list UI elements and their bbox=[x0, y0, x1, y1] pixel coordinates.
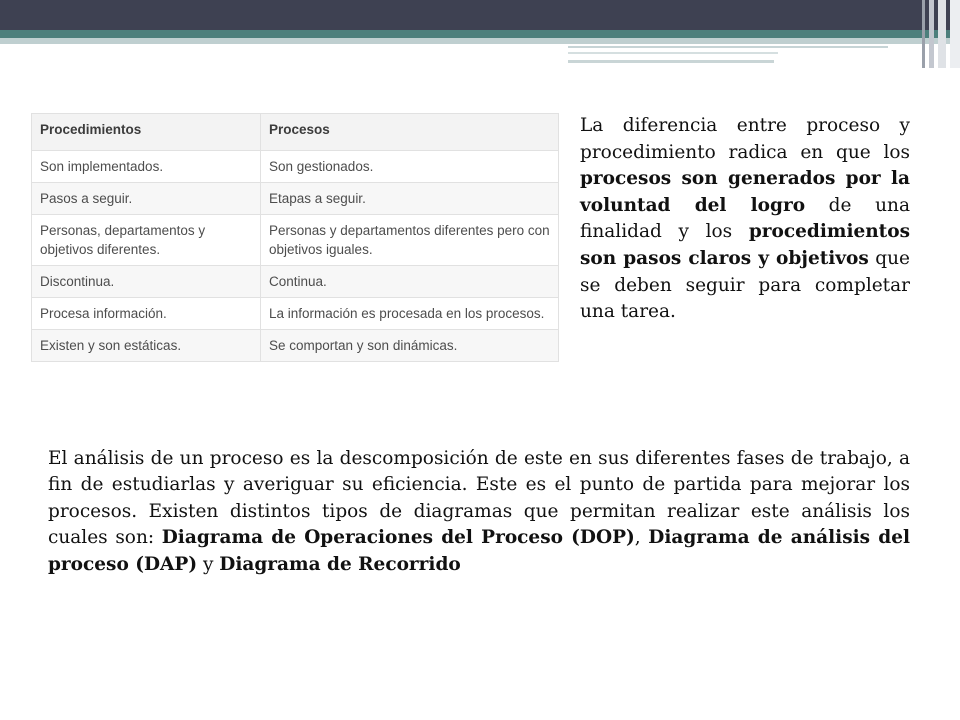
table-cell: Discontinua. bbox=[32, 266, 261, 298]
paragraph-bold-text: Diagrama de Operaciones del Proceso (DOP) bbox=[161, 527, 635, 549]
decorative-line bbox=[568, 52, 778, 54]
header-teal-stripe bbox=[0, 30, 960, 38]
table-row bbox=[32, 330, 559, 362]
table-header-row bbox=[32, 114, 559, 151]
table-cell: Existen y son estáticas. bbox=[32, 330, 261, 362]
decorative-line bbox=[568, 60, 774, 63]
comparison-table bbox=[31, 113, 559, 362]
decorative-vertical-stripes bbox=[918, 0, 960, 68]
paragraph-text: que se deben seguir para completar una tarea. bbox=[580, 247, 910, 323]
table-cell: Continua. bbox=[261, 266, 559, 298]
analysis-paragraph bbox=[48, 446, 910, 578]
stripe bbox=[938, 0, 946, 68]
table-cell: Se comportan y son dinámicas. bbox=[261, 330, 559, 362]
paragraph-bold-text: Diagrama de análisis del proceso (DAP) bbox=[48, 527, 911, 575]
paragraph-bold-text: procesos son generados por la voluntad del logro bbox=[580, 168, 910, 216]
table-row bbox=[32, 151, 559, 183]
header-procesos: Procesos bbox=[261, 114, 559, 151]
paragraph-text: El análisis de un proceso es la descomposición de este en sus diferentes fases de trabajo, a fin de estudiarlas y averiguar su eficiencia. Este es el punto de partida para mejorar los procesos. Existen distintos tipos de diagramas que permitan realizar este análisis los cuales son: bbox=[48, 448, 910, 549]
table-cell: La información es procesada en los procesos. bbox=[261, 298, 559, 330]
paragraph-bold-text: procedimientos son pasos claros y objetivos bbox=[580, 221, 910, 269]
paragraph-bold-text: Diagrama de Recorrido bbox=[219, 553, 461, 575]
table-cell: Personas, departamentos y objetivos diferentes. bbox=[32, 215, 261, 266]
header-light-stripe bbox=[0, 38, 960, 44]
stripe bbox=[929, 0, 934, 68]
paragraph-text: , bbox=[634, 527, 649, 549]
paragraph-text: de una finalidad y los bbox=[580, 194, 910, 243]
table-cell: Son gestionados. bbox=[261, 151, 559, 183]
table-row bbox=[32, 298, 559, 330]
difference-paragraph bbox=[580, 113, 910, 326]
table-cell: Son implementados. bbox=[32, 151, 261, 183]
table-row bbox=[32, 266, 559, 298]
table-cell: Personas y departamentos diferentes pero con objetivos iguales. bbox=[261, 215, 559, 266]
header-procedimientos: Procedimientos bbox=[32, 114, 261, 151]
decorative-line bbox=[568, 46, 888, 48]
table-row bbox=[32, 215, 559, 266]
paragraph-text: La diferencia entre proceso y procedimiento radica en que los bbox=[580, 115, 910, 163]
table-cell: Etapas a seguir. bbox=[261, 183, 559, 215]
table-cell: Pasos a seguir. bbox=[32, 183, 261, 215]
stripe bbox=[922, 0, 925, 68]
table-row bbox=[32, 183, 559, 215]
stripe bbox=[950, 0, 960, 68]
paragraph-text: y bbox=[197, 553, 220, 575]
table-cell: Procesa información. bbox=[32, 298, 261, 330]
header-bar bbox=[0, 0, 960, 30]
